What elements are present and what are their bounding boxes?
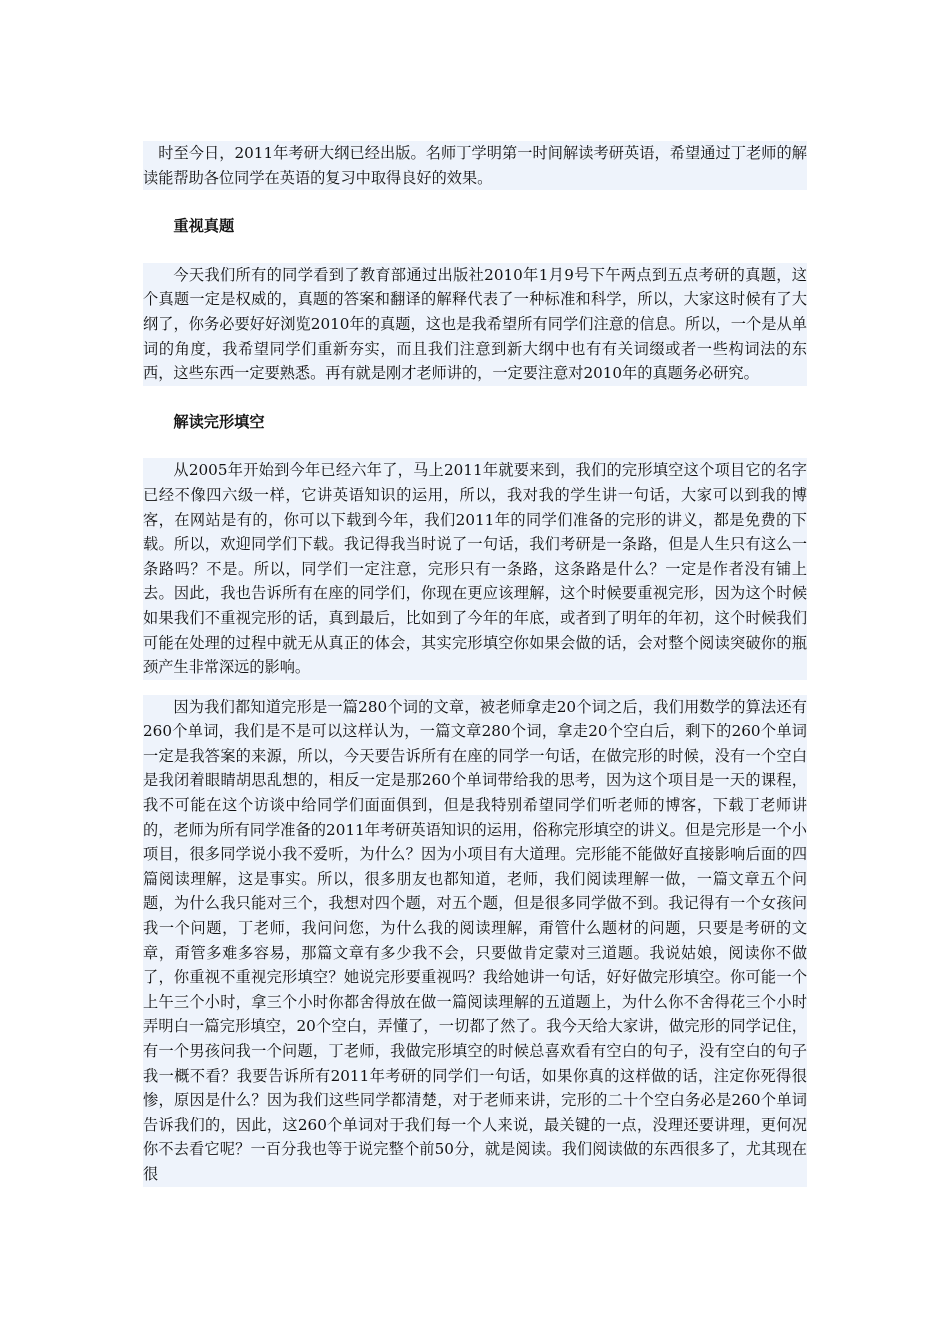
real-exams-paragraph: 今天我们所有的同学看到了教育部通过出版社2010年1月9号下午两点到五点考研的真题，这个真题一定是权威的，真题的答案和翻译的解释代表了一种标准和科学，所以，大家这时候有了大纲了，你务必要好好浏览2010年的真题，这也是我希望所有同学们注意的信息。所以，一个是从单词的角度，我希望同学们重新夯实，而且我们注意到新大纲中也有有关词缀或者一些构词法的东西，这些东西一定要熟悉。再有就是刚才老师讲的，一定要注意对2010年的真题务必研究。 — [143, 263, 807, 386]
section-heading-cloze: 解读完形填空 — [143, 410, 807, 435]
section-heading-real-exams: 重视真题 — [143, 214, 807, 239]
cloze-paragraph-2: 因为我们都知道完形是一篇280个词的文章，被老师拿走20个词之后，我们用数学的算法还有260个单词，我们是不是可以这样认为，一篇文章280个词，拿走20个空白后，剩下的260个单词一定是我答案的来源，所以，今天要告诉所有在座的同学一句话，在做完形的时候，没有一个空白是我闭着眼睛胡思乱想的，相反一定是那260个单词带给我的思考，因为这个项目是一天的课程，我不可能在这个访谈中给同学们面面俱到，但是我特别希望同学们听老师的博客，下载丁老师讲的，老师为所有同学准备的2011年考研英语知识的运用，俗称完形填空的讲义。但是完形是一个小项目，很多同学说小我不爱听，为什么？因为小项目有大道理。完形能不能做好直接影响后面的四篇阅读理解，这是事实。所以，很多朋友也都知道，老师，我们阅读理解一做，一篇文章五个问题，为什么我只能对三个，我想对四个题，对五个题，但是很多同学做不到。我记得有一个女孩问我一个问题，丁老师，我问问您，为什么我的阅读理解，甭管什么题材的问题，只要是考研的文章，甭管多难多容易，那篇文章有多少我不会，只要做肯定蒙对三道题。我说姑娘，阅读你不做了，你重视不重视完形填空？她说完形要重视吗？我给她讲一句话，好好做完形填空。你可能一个上午三个小时，拿三个小时你都舍得放在做一篇阅读理解的五道题上，为什么你不舍得花三个小时弄明白一篇完形填空，20个空白，弄懂了，一切都了然了。我今天给大家讲，做完形的同学记住，有一个男孩问我一个问题，丁老师，我做完形填空的时候总喜欢看有空白的句子，没有空白的句子我一概不看？我要告诉所有2011年考研的同学们一句话，如果你真的这样做的话，注定你死得很惨，原因是什么？因为我们这些同学都清楚，对于老师来讲，完形的二十个空白务必是260个单词告诉我们的，因此，这260个单词对于我们每一个人来说，最关键的一点，没理还要讲理，更何况你不去看它呢？一百分我也等于说完整个前50分，就是阅读。我们阅读做的东西很多了，尤其现在很 — [143, 695, 807, 1187]
document-page — [143, 141, 807, 1187]
intro-paragraph: 时至今日，2011年考研大纲已经出版。名师丁学明第一时间解读考研英语，希望通过丁老师的解读能帮助各位同学在英语的复习中取得良好的效果。 — [143, 141, 807, 190]
cloze-paragraph-1: 从2005年开始到今年已经六年了，马上2011年就要来到，我们的完形填空这个项目它的名字已经不像四六级一样，它讲英语知识的运用，所以，我对我的学生讲一句话，大家可以到我的博客，在网站是有的，你可以下载到今年，我们2011年的同学们准备的完形的讲义，都是免费的下载。所以，欢迎同学们下载。我记得我当时说了一句话，我们考研是一条路，但是人生只有这么一条路吗？不是。所以，同学们一定注意，完形只有一条路，这条路是什么？一定是作者没有铺上去。因此，我也告诉所有在座的同学们，你现在更应该理解，这个时候要重视完形，因为这个时候如果我们不重视完形的话，真到最后，比如到了今年的年底，或者到了明年的年初，这个时候我们可能在处理的过程中就无从真正的体会，其实完形填空你如果会做的话，会对整个阅读突破你的瓶颈产生非常深远的影响。 — [143, 458, 807, 679]
